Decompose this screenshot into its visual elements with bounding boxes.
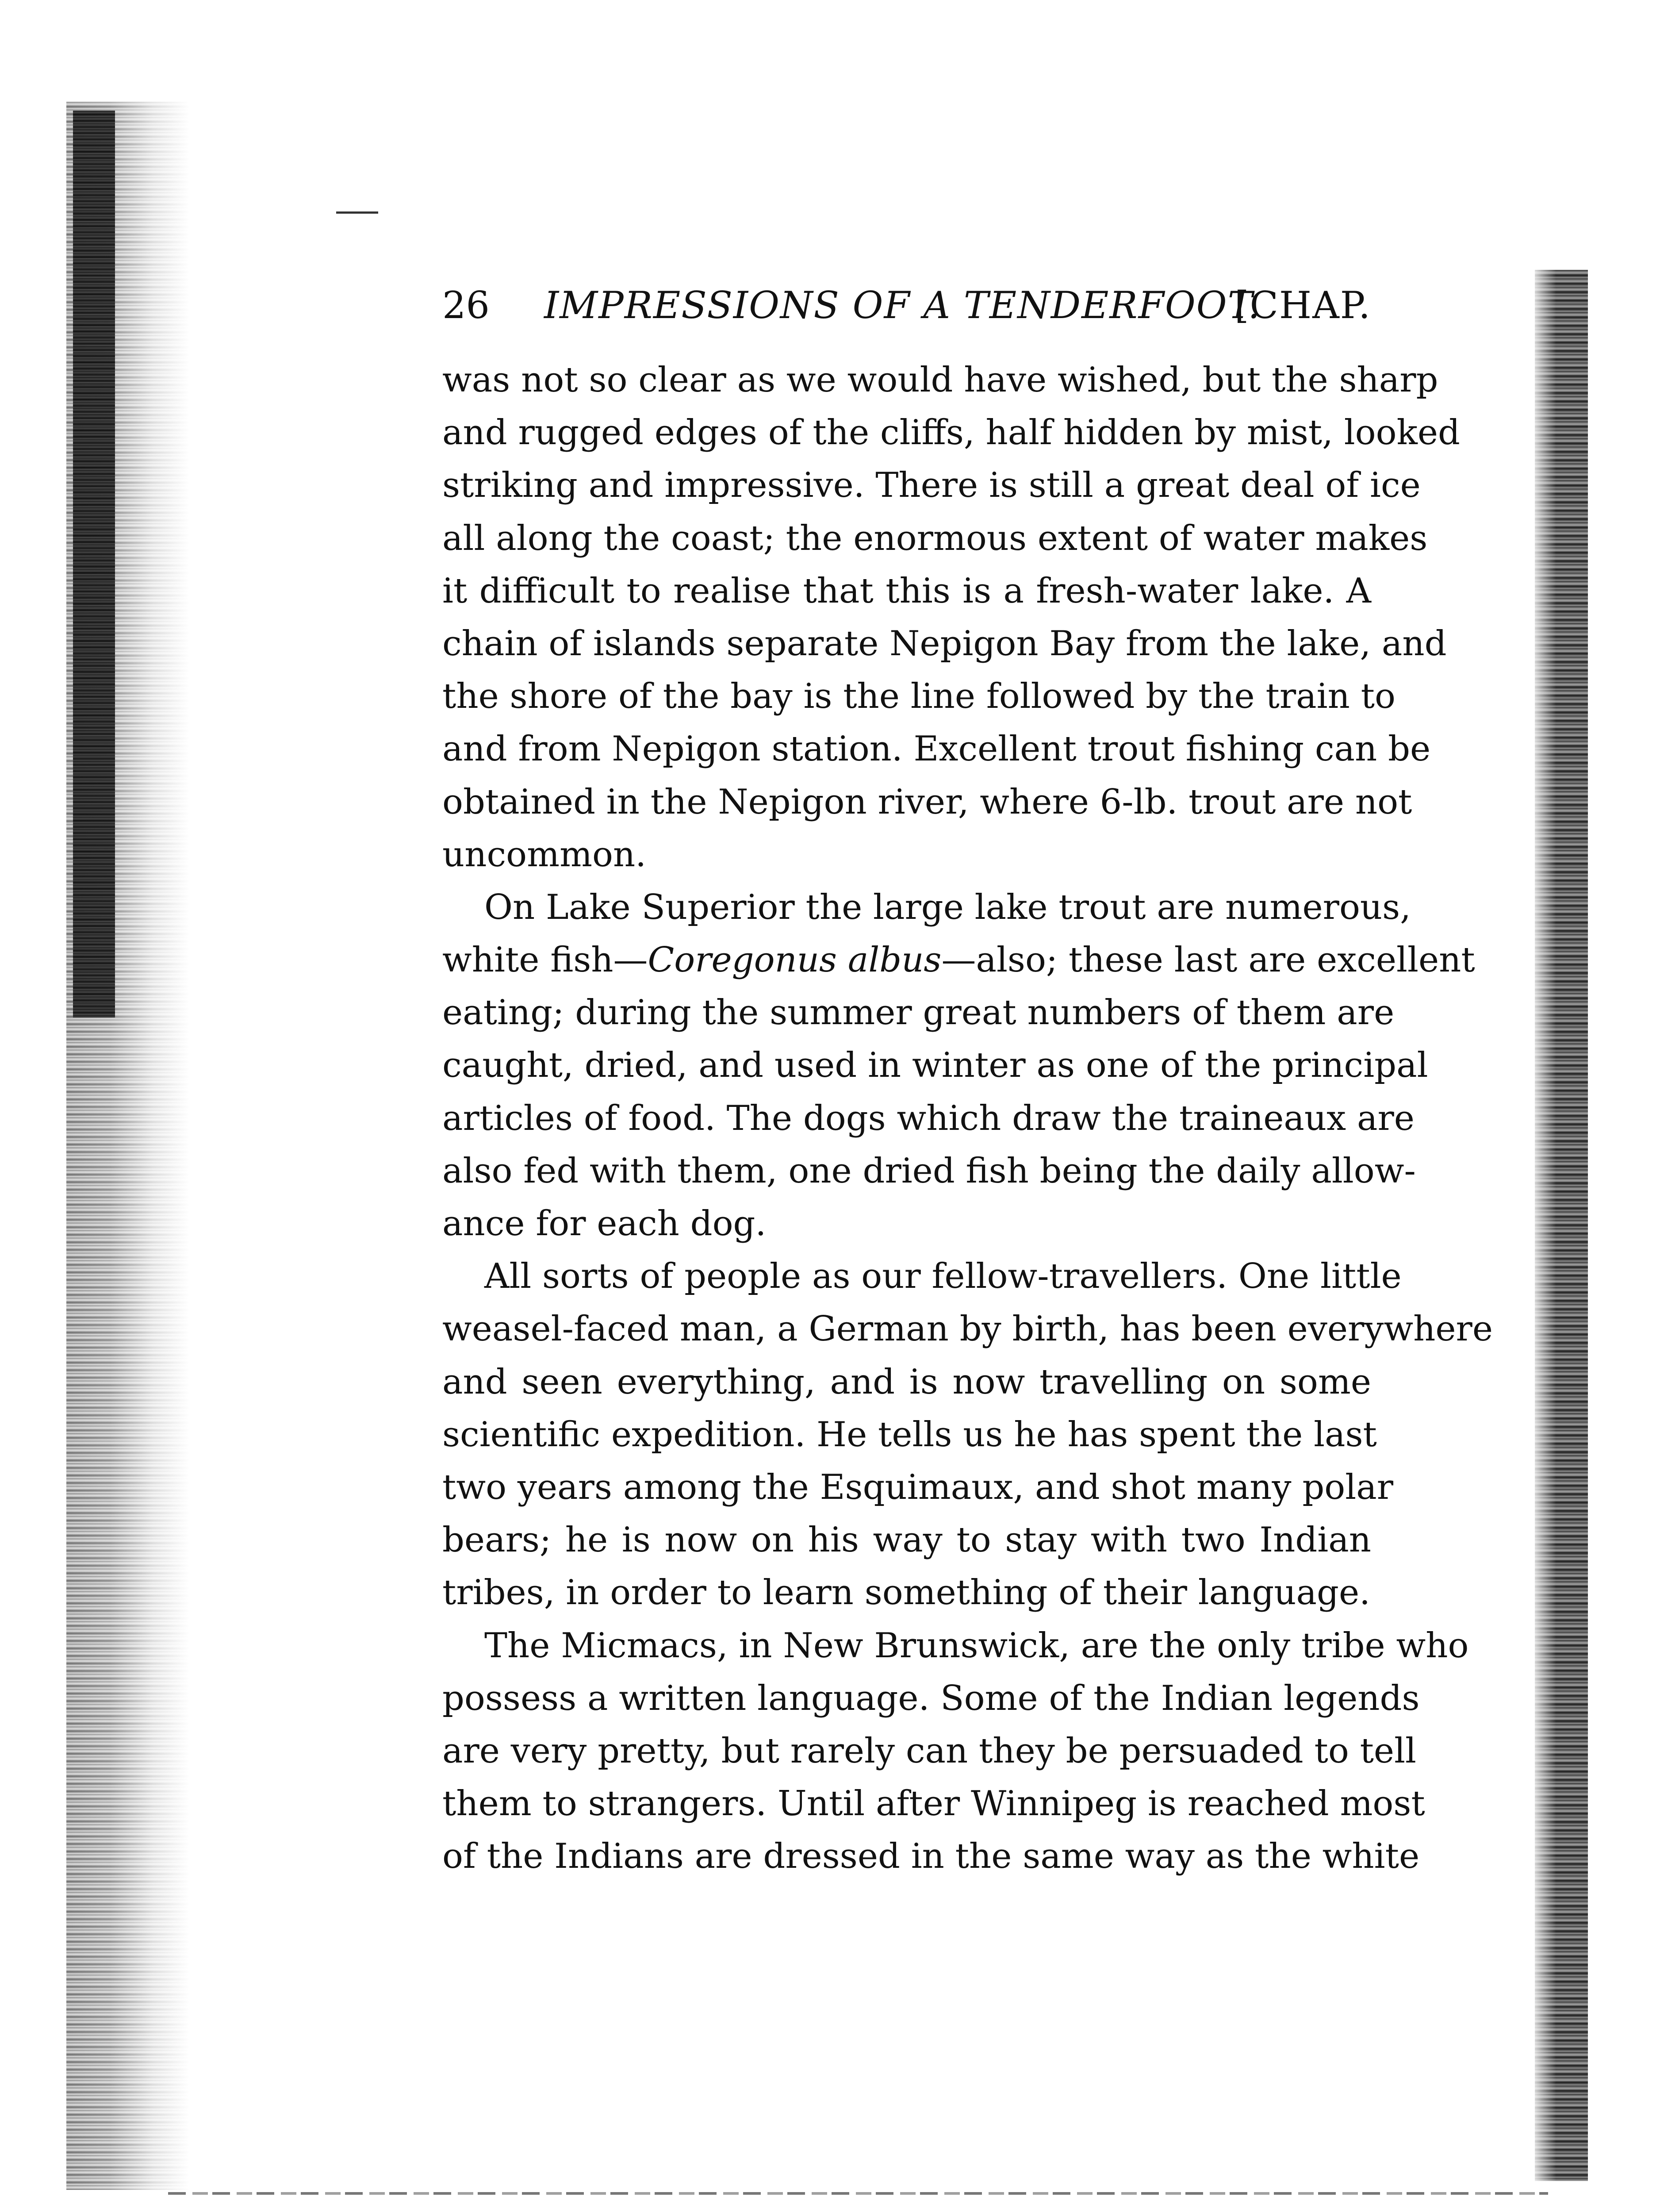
running-title: IMPRESSIONS OF A TENDERFOOT.	[544, 284, 1261, 327]
text-line-with-italic	[442, 934, 1475, 987]
text-line: scientific expedition. He tells us he has spent the last	[442, 1414, 1377, 1455]
text-line: and from Nepigon station. Excellent trout fishing can be	[442, 729, 1431, 769]
scan-page-edge-bottom	[168, 2192, 1548, 2195]
text-line: The Micmacs, in New Brunswick, are the only tribe who	[484, 1625, 1469, 1666]
text-segment: —also; these last are excellent	[941, 940, 1475, 980]
text-line: tribes, in order to learn something of their language.	[442, 1573, 1370, 1613]
text-line: was not so clear as we would have wished, but the sharp	[442, 360, 1438, 400]
text-line: obtained in the Nepigon river, where 6-lb. trout are not	[442, 782, 1412, 822]
text-line: eating; during the summer great numbers of them are	[442, 993, 1395, 1033]
text-line: bears; he is now on his way to stay with two Indian	[442, 1520, 1371, 1560]
chapter-label: [CHAP.	[1234, 284, 1371, 327]
text-line: and rugged edges of the cliffs, half hidden by mist, looked	[442, 413, 1460, 453]
text-line: weasel-faced man, a German by birth, has been everywhere	[442, 1309, 1493, 1349]
scan-mark	[336, 211, 378, 214]
text-line: two years among the Esquimaux, and shot many polar	[442, 1467, 1393, 1507]
scan-binding-edge-left	[73, 111, 115, 1018]
running-header	[442, 279, 1371, 332]
species-name-italic: Coregonus albus	[648, 940, 942, 980]
text-line: also fed with them, one dried fish being the daily allow-	[442, 1151, 1416, 1191]
text-line: it difficult to realise that this is a fresh-water lake. A	[442, 571, 1371, 611]
text-line: uncommon.	[442, 834, 647, 875]
text-line: All sorts of people as our fellow-travellers. One little	[484, 1256, 1402, 1297]
scan-page-edge-right	[1535, 270, 1588, 2181]
text-line: the shore of the bay is the line followed by the train to	[442, 676, 1395, 717]
text-line: striking and impressive. There is still a great deal of ice	[442, 465, 1421, 506]
text-line: chain of islands separate Nepigon Bay from the lake, and	[442, 623, 1447, 664]
text-line: possess a written language. Some of the Indian legends	[442, 1678, 1420, 1718]
text-line: of the Indians are dressed in the same way as the white	[442, 1836, 1420, 1877]
text-line: them to strangers. Until after Winnipeg is reached most	[442, 1784, 1425, 1824]
text-segment: white fish—	[442, 940, 648, 980]
text-line: On Lake Superior the large lake trout are numerous,	[484, 887, 1411, 927]
text-line: ance for each dog.	[442, 1204, 767, 1244]
text-line: articles of food. The dogs which draw the traineaux are	[442, 1098, 1415, 1138]
text-line: caught, dried, and used in winter as one of the principal	[442, 1045, 1428, 1086]
text-line: are very pretty, but rarely can they be persuaded to tell	[442, 1731, 1416, 1771]
text-line: and seen everything, and is now travelling on some	[442, 1362, 1371, 1402]
page-number: 26	[442, 284, 490, 327]
text-line: all along the coast; the enormous extent of water makes	[442, 518, 1428, 558]
body-text	[442, 354, 1493, 2106]
